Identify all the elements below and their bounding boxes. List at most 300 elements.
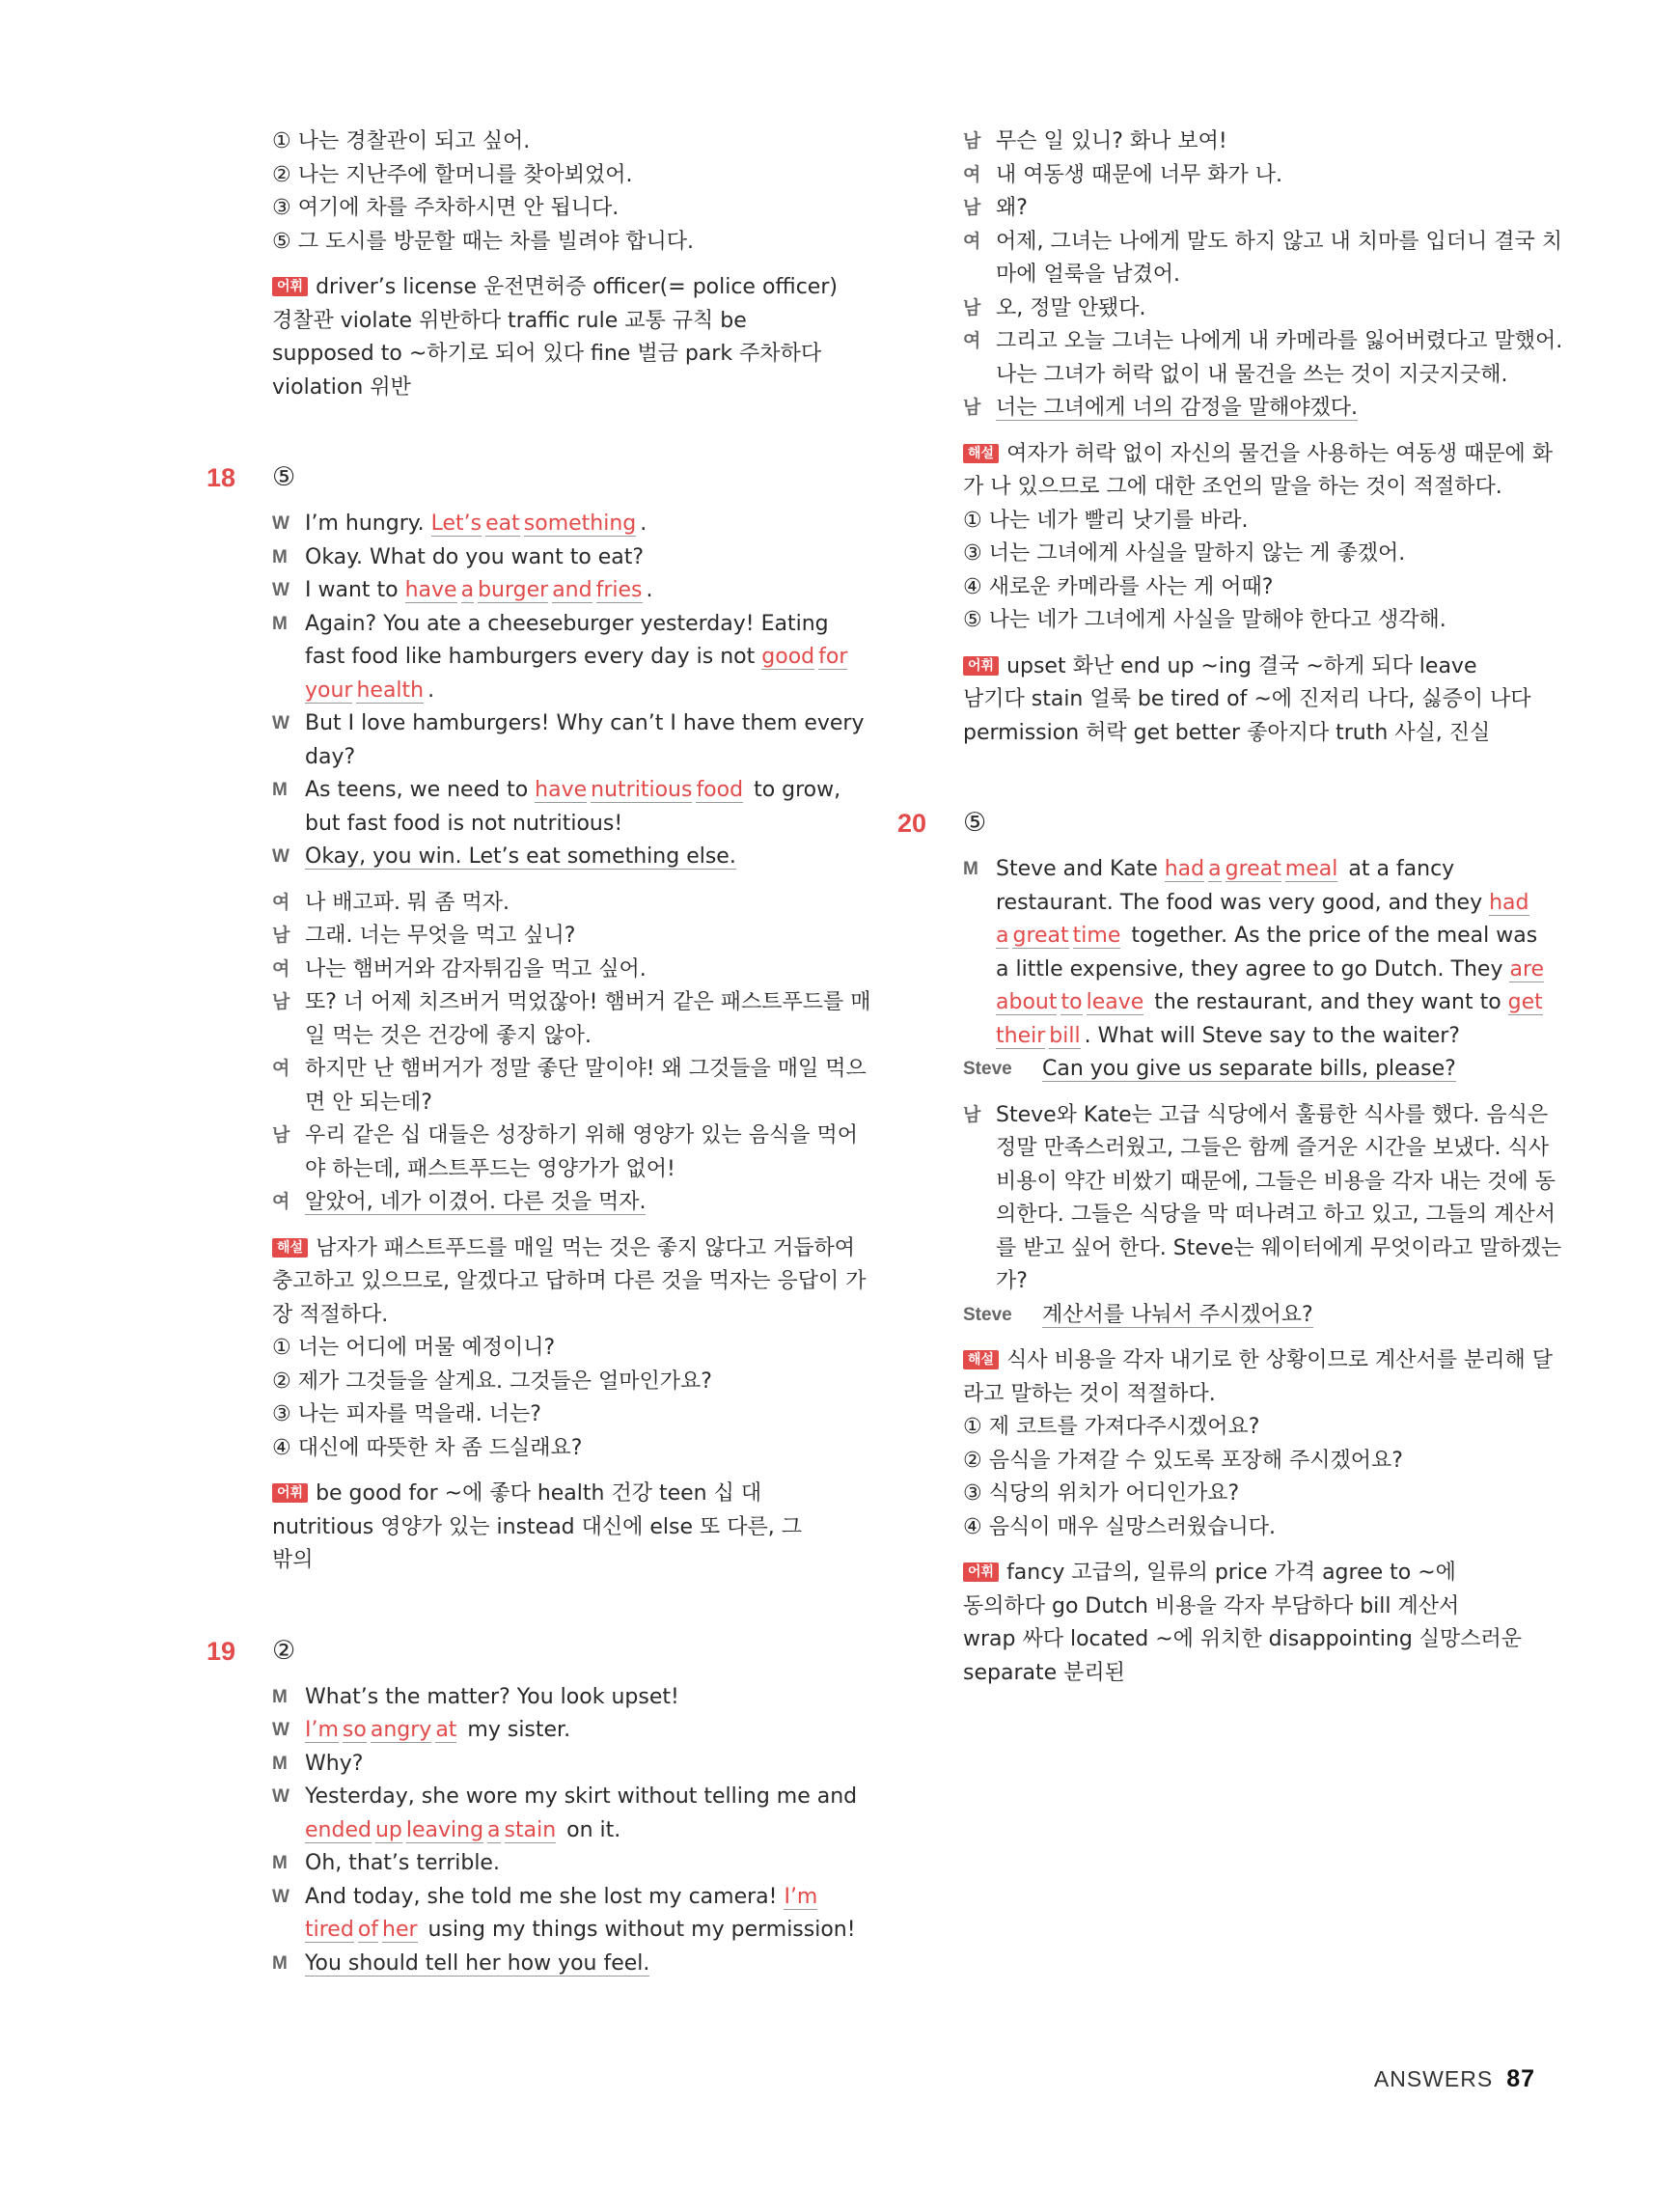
option-item: ④ 음식이 매우 실망스러웠습니다. [963, 1514, 1276, 1539]
speaker-label [272, 641, 305, 675]
label-tag: 해설 [963, 444, 999, 463]
dialogue-line [963, 887, 1542, 921]
dialogue-segment: But I love hamburgers! Why can’t I have them every [305, 711, 865, 735]
speaker-label: 남 [963, 1104, 981, 1125]
translation-text [305, 954, 851, 987]
q19-dialogue [272, 1681, 858, 1981]
speaker-label [272, 1814, 305, 1848]
dialogue-line [272, 574, 851, 608]
label-tag: 어휘 [963, 1562, 999, 1582]
dialogue-line [272, 774, 851, 808]
dialogue-segment: to grow, [747, 778, 841, 802]
dialogue-text [305, 1714, 851, 1748]
text-content: 식사 비용을 각자 내기로 한 상황이므로 계산서를 분리해 달 [1006, 1348, 1554, 1372]
translation-content: 를 받고 싶어 한다. Steve는 웨이터에게 무엇이라고 말하겠는 [996, 1235, 1562, 1260]
q18-number: 18 [207, 463, 236, 492]
answer-blank: fries [595, 578, 643, 602]
dialogue-text [305, 1881, 851, 1915]
translation-line [963, 259, 1542, 292]
option-item: ③ 여기에 차를 주차하시면 안 됩니다. [272, 196, 620, 220]
speaker-label [272, 741, 305, 775]
answer-blank: Let’s [430, 512, 482, 536]
dialogue-line [272, 707, 865, 741]
dialogue-segment: fast food like hamburgers every day is not [305, 645, 762, 669]
dialogue-line [272, 1714, 851, 1748]
speaker-label: 여 [963, 231, 981, 252]
speaker-label [963, 920, 996, 954]
dialogue-segment: I’m hungry. [305, 512, 431, 536]
text-line [272, 271, 851, 305]
speaker-label [272, 1020, 305, 1054]
answer-blank: time [1072, 924, 1121, 948]
option-item: ④ 대신에 따뜻한 차 좀 드실래요? [272, 1435, 583, 1460]
text-content: 장 적절하다. [272, 1302, 389, 1327]
text-line [963, 471, 1542, 505]
translation-text [996, 1166, 1556, 1200]
text-line [272, 1299, 851, 1333]
text-content: 여자가 허락 없이 자신의 물건을 사용하는 여동생 때문에 화 [1006, 441, 1554, 466]
translation-content: 가? [996, 1269, 1028, 1293]
q19-options [963, 505, 1542, 638]
q19-header [207, 1634, 851, 1669]
translation-line [963, 292, 1542, 326]
option-item: ② 제가 그것들을 살게요. 그것들은 얼마인가요? [272, 1369, 712, 1394]
dialogue-text [305, 1814, 851, 1848]
dialogue-line [963, 1053, 1542, 1087]
translation-line [963, 1265, 1542, 1299]
dialogue-text [1042, 1053, 1542, 1087]
speaker-label: W [272, 580, 289, 600]
answer-blank: I’m [305, 1718, 339, 1742]
q20-header [897, 806, 1542, 841]
dialogue-text [996, 920, 1542, 954]
translation-line [963, 1299, 1542, 1333]
answer-blank: for [818, 645, 848, 669]
speaker-label [963, 887, 996, 921]
dialogue-text [996, 954, 1548, 987]
speaker-label: 남 [272, 992, 290, 1012]
label-tag: 해설 [963, 1350, 999, 1369]
dialogue-text [305, 641, 851, 675]
text-content: wrap 싸다 located ~에 위치한 disappointing 실망스러운 [963, 1627, 1523, 1651]
dialogue-text [305, 1748, 851, 1782]
translation-text [996, 292, 1542, 326]
answer-blank: burger [478, 578, 549, 602]
dialogue-text [305, 574, 851, 608]
speaker-label [963, 1232, 996, 1266]
q18-vocab [272, 1478, 851, 1578]
answer-blank: a [1208, 857, 1222, 881]
dialogue-text [305, 808, 851, 842]
speaker-label: Steve [963, 1304, 1012, 1325]
translation-content: 나는 그녀가 허락 없이 내 물건을 쓰는 것이 지긋지긋해. [996, 362, 1508, 387]
translation-text [996, 226, 1562, 260]
text-content: be good for ~에 좋다 health 건강 teen 십 대 [316, 1481, 762, 1506]
speaker-label: M [272, 613, 288, 634]
translation-line [272, 920, 851, 954]
text-content: 경찰관 violate 위반하다 traffic rule 교통 규칙 be [272, 308, 747, 333]
translation-content: 무슨 일 있니? 화나 보여! [996, 129, 1227, 153]
translation-text [305, 1020, 851, 1054]
answer-blank: and [552, 578, 592, 602]
answer-blank: to [1060, 990, 1083, 1014]
answer-blank: leave [1086, 990, 1144, 1014]
speaker-label: 여 [272, 1059, 290, 1079]
answer-blank: meal [1284, 857, 1338, 881]
text-content: driver’s license 운전면허증 officer(= police officer) [316, 275, 838, 299]
answer-blank: a [487, 1817, 501, 1842]
q19-number: 19 [207, 1636, 236, 1666]
translation-line [272, 887, 851, 921]
dialogue-line [272, 1948, 851, 1981]
q20-vocab [963, 1557, 1542, 1690]
q18-dialogue [272, 508, 865, 874]
speaker-label: M [963, 859, 978, 879]
text-content: 밖의 [272, 1548, 314, 1572]
answer-blank: their [996, 1023, 1046, 1048]
speaker-label: 여 [272, 1192, 290, 1212]
speaker-label: 남 [963, 398, 981, 418]
option-item: ① 나는 네가 빨리 낫기를 바라. [963, 508, 1249, 533]
translation-line [963, 325, 1563, 359]
dialogue-text [996, 887, 1542, 921]
translation-line [272, 1020, 851, 1054]
translation-line [963, 1232, 1562, 1266]
translation-content: 왜? [996, 196, 1028, 220]
text-line [272, 372, 851, 405]
answer-blank: a [996, 924, 1009, 948]
translation-content: 나는 햄버거와 감자튀김을 먹고 싶어. [305, 956, 647, 982]
answer-blank: nutritious [591, 778, 693, 802]
dialogue-line [272, 1847, 851, 1881]
dialogue-text [996, 853, 1542, 887]
dialogue-text [305, 675, 851, 708]
answer-blank: had [1489, 890, 1529, 915]
translation-content: 오, 정말 안됐다. [996, 295, 1146, 320]
answer-blank: ended [305, 1817, 372, 1842]
q19-translation [963, 125, 1563, 426]
answer-blank: had [1164, 857, 1205, 881]
dialogue-text [305, 508, 851, 541]
text-line [272, 1265, 867, 1299]
option-item: ④ 새로운 카메라를 사는 게 어때? [963, 574, 1274, 599]
text-content: 라고 말하는 것이 적절하다. [963, 1381, 1216, 1406]
translation-text [996, 1132, 1549, 1166]
answer-blank: something [523, 512, 637, 536]
label-tag: 어휘 [272, 277, 308, 296]
dialogue-line [963, 920, 1542, 954]
translation-content: 내 여동생 때문에 너무 화가 나. [996, 162, 1282, 187]
dialogue-segment: day? [305, 744, 356, 769]
translation-text [996, 159, 1542, 193]
dialogue-segment: Steve and Kate [996, 857, 1165, 881]
speaker-label: 여 [272, 892, 290, 913]
page-number: 87 [1506, 2065, 1535, 2092]
option-item: ① 나는 경찰관이 되고 싶어. [272, 129, 531, 153]
text-line [963, 1590, 1542, 1624]
speaker-label [963, 1265, 996, 1299]
option-item: ⑤ 나는 네가 그녀에게 사실을 말해야 한다고 생각해. [963, 608, 1446, 632]
answer-sentence: You should tell her how you feel. [305, 1950, 650, 1976]
speaker-label: 남 [963, 131, 981, 152]
q20-translation [963, 1099, 1562, 1333]
speaker-label: W [272, 1786, 289, 1807]
dialogue-segment: on it. [560, 1817, 621, 1842]
translation-line [272, 986, 871, 1020]
translation-text [996, 1265, 1542, 1299]
dialogue-segment: at a fancy [1341, 857, 1455, 881]
translation-text [305, 1186, 851, 1220]
translation-text [305, 887, 851, 921]
answer-blank: leaving [405, 1817, 484, 1842]
text-content: separate 분리된 [963, 1660, 1125, 1685]
answer-blank: bill [1049, 1023, 1081, 1048]
dialogue-line [272, 675, 851, 708]
text-line [963, 1657, 1542, 1691]
translation-content: Steve와 Kate는 고급 식당에서 훌륭한 식사를 했다. 음식은 [996, 1102, 1549, 1127]
translation-content: 일 먹는 것은 건강에 좋지 않아. [305, 1023, 592, 1048]
q18-translation [272, 887, 871, 1220]
speaker-label: W [272, 846, 289, 867]
dialogue-segment: I want to [305, 578, 405, 602]
translation-text [996, 359, 1542, 393]
dialogue-line [272, 1814, 851, 1848]
translation-line [272, 1153, 851, 1187]
translation-content: 나 배고파. 뭐 좀 먹자. [305, 890, 510, 915]
q20-explanation [963, 1344, 1554, 1411]
translation-text [996, 192, 1542, 226]
speaker-label [963, 1020, 996, 1054]
page-footer [1374, 2065, 1535, 2093]
text-line [963, 1344, 1554, 1378]
option-item: ③ 식당의 위치가 어디인가요? [963, 1481, 1240, 1506]
dialogue-text [305, 1681, 851, 1715]
dialogue-segment: but fast food is not nutritious! [305, 811, 623, 836]
q17-vocab [272, 271, 851, 404]
dialogue-line [272, 608, 851, 642]
speaker-label [963, 1166, 996, 1200]
speaker-label: M [272, 780, 288, 800]
speaker-label: 여 [272, 958, 290, 980]
answer-blank: great [1225, 857, 1281, 881]
dialogue-segment: using my things without my permission! [421, 1918, 856, 1942]
answer-blank: great [1012, 924, 1069, 948]
translation-content: 그래. 너는 무엇을 먹고 싶니? [305, 924, 576, 948]
speaker-label: W [272, 513, 289, 534]
option-item: ① 제 코트를 가져다주시겠어요? [963, 1415, 1260, 1439]
dialogue-line [272, 741, 851, 775]
text-content: fancy 고급의, 일류의 price 가격 agree to ~에 [1006, 1561, 1456, 1585]
dialogue-line [963, 1020, 1542, 1054]
translation-content: 마에 얼룩을 남겼어. [996, 263, 1180, 287]
dialogue-text [305, 774, 851, 808]
speaker-label: W [272, 1720, 289, 1740]
dialogue-segment: a little expensive, they agree to go Dutch. They [996, 956, 1510, 982]
dialogue-text [305, 608, 851, 642]
answer-blank: stain [504, 1817, 557, 1842]
speaker-label [272, 1087, 305, 1120]
label-tag: 어휘 [272, 1483, 308, 1503]
dialogue-text [996, 986, 1547, 1020]
translation-text [305, 920, 851, 954]
dialogue-segment: . What will Steve say to the waiter? [1084, 1023, 1460, 1048]
label-tag: 어휘 [963, 656, 999, 676]
dialogue-line [963, 954, 1545, 987]
speaker-label: M [272, 1952, 288, 1974]
translation-text [305, 1087, 851, 1120]
translation-text [305, 1153, 851, 1187]
translation-line [963, 359, 1542, 393]
answer-blank: good [761, 645, 815, 669]
q20-dialogue [963, 853, 1545, 1087]
translation-content: 우리 같은 십 대들은 성장하기 위해 영양가 있는 음식을 먹어 [305, 1123, 858, 1147]
speaker-label: M [272, 1686, 288, 1707]
dialogue-line [272, 808, 851, 842]
dialogue-line [963, 853, 1542, 887]
speaker-label [963, 986, 996, 1020]
translation-content: 너는 그녀에게 너의 감정을 말해야겠다. [996, 396, 1358, 420]
translation-text [996, 125, 1542, 159]
dialogue-segment: Yesterday, she wore my skirt without telling me and [305, 1784, 858, 1809]
q19-vocab [963, 650, 1542, 751]
label-tag: 해설 [272, 1238, 308, 1258]
q18-header [207, 460, 851, 495]
dialogue-line [272, 841, 851, 874]
dialogue-segment: . [640, 512, 647, 536]
answer-blank: have [535, 778, 588, 802]
translation-line [272, 1186, 851, 1220]
speaker-label: 여 [963, 164, 981, 185]
translation-line [963, 1099, 1549, 1133]
text-content: supposed to ~하기로 되어 있다 fine 벌금 park 주차하다 [272, 342, 822, 366]
text-line [963, 1557, 1542, 1590]
answer-blank: a [460, 578, 475, 602]
footer-label: ANSWERS [1373, 2066, 1494, 2091]
speaker-label [272, 675, 305, 708]
translation-text [996, 325, 1562, 359]
translation-line [963, 1132, 1549, 1166]
translation-content: 계산서를 나눠서 주시겠어요? [1042, 1302, 1313, 1327]
dialogue-segment: What’s the matter? You look upset! [305, 1684, 679, 1709]
dialogue-segment: . [646, 578, 653, 602]
dialogue-segment: restaurant. The food was very good, and they [996, 890, 1490, 915]
translation-text [305, 1120, 858, 1153]
answer-blank: angry [370, 1718, 432, 1742]
translation-text [1042, 1299, 1542, 1333]
dialogue-line [963, 986, 1542, 1020]
speaker-label: 남 [272, 1125, 290, 1146]
q18-options [272, 1332, 851, 1465]
dialogue-text [305, 1914, 856, 1948]
text-line [272, 1478, 851, 1511]
speaker-label: W [272, 713, 289, 733]
q18-explanation [272, 1232, 867, 1333]
dialogue-line [272, 1781, 858, 1814]
dialogue-text [305, 1781, 857, 1814]
answer-blank: have [404, 578, 457, 602]
text-content: nutritious 영양가 있는 instead 대신에 else 또 다른, 그 [272, 1514, 803, 1539]
option-item: ② 나는 지난주에 할머니를 찾아뵈었어. [272, 162, 633, 187]
text-line [963, 683, 1542, 717]
answer-blank: health [356, 677, 425, 703]
answer-blank: I’m [784, 1884, 818, 1909]
answer-blank: food [696, 778, 744, 802]
dialogue-segment: the restaurant, and they want to [1147, 990, 1508, 1014]
option-item: ③ 너는 그녀에게 사실을 말하지 않는 게 좋겠어. [963, 541, 1406, 566]
translation-line [963, 226, 1562, 260]
option-item: ① 너는 어디에 머물 예정이니? [272, 1336, 556, 1360]
text-line [963, 438, 1554, 472]
text-content: 남자가 패스트푸드를 매일 먹는 것은 좋지 않다고 거듭하여 [316, 1235, 856, 1260]
answer-blank: her [382, 1918, 418, 1942]
text-line [272, 305, 851, 339]
speaker-label [272, 1914, 305, 1948]
q20-options [963, 1411, 1542, 1544]
dialogue-text [996, 1020, 1542, 1054]
speaker-label [963, 1132, 996, 1166]
speaker-label [272, 1153, 305, 1187]
text-line [963, 717, 1542, 751]
dialogue-text [305, 841, 851, 874]
option-item: ⑤ 그 도시를 방문할 때는 차를 빌려야 합니다. [272, 229, 694, 254]
dialogue-segment: together. As the price of the meal was [1124, 924, 1538, 948]
translation-content: 야 하는데, 패스트푸드는 영양가가 없어! [305, 1156, 675, 1181]
dialogue-segment: Okay. What do you want to eat? [305, 544, 645, 569]
answer-blank: of [357, 1918, 379, 1942]
speaker-label: Steve [963, 1059, 1012, 1079]
answer-blank: at [435, 1718, 457, 1742]
text-content: permission 허락 get better 좋아지다 truth 사실, 진실 [963, 720, 1491, 745]
dialogue-text [305, 1847, 851, 1881]
speaker-label [963, 1199, 996, 1232]
speaker-label: 여 [963, 331, 981, 351]
dialogue-line [272, 1748, 851, 1782]
translation-line [963, 159, 1542, 193]
translation-content: 또? 너 어제 치즈버거 먹었잖아! 햄버거 같은 패스트푸드를 매 [305, 990, 871, 1014]
dialogue-segment: Oh, that’s terrible. [305, 1851, 500, 1875]
q18-answer: ⑤ [272, 462, 296, 492]
translation-content: 하지만 난 햄버거가 정말 좋단 말이야! 왜 그것들을 매일 먹으 [305, 1057, 867, 1081]
text-content: violation 위반 [272, 374, 411, 400]
dialogue-segment: As teens, we need to [305, 778, 536, 802]
translation-line [963, 1166, 1556, 1200]
translation-text [996, 259, 1542, 292]
translation-line [963, 392, 1542, 426]
left-column [207, 125, 871, 1980]
text-content: upset 화난 end up ~ing 결국 ~하게 되다 leave [1006, 653, 1477, 678]
text-line [963, 1623, 1542, 1657]
dialogue-segment: Why? [305, 1751, 364, 1776]
dialogue-segment: And today, she told me she lost my camera! [305, 1884, 785, 1909]
text-line [963, 650, 1542, 684]
translation-line [272, 954, 851, 987]
right-column [897, 125, 1563, 1690]
translation-line [272, 1087, 851, 1120]
translation-text [996, 392, 1542, 426]
text-line [272, 1232, 856, 1266]
translation-content: 알았어, 네가 이겼어. 다른 것을 먹자. [305, 1190, 647, 1214]
q20-answer: ⑤ [963, 808, 987, 838]
q20-number: 20 [897, 809, 927, 838]
dialogue-text [305, 1948, 851, 1981]
q19-answer: ② [272, 1635, 296, 1666]
text-line [272, 338, 851, 372]
speaker-label: M [272, 546, 288, 567]
text-line [272, 1544, 851, 1578]
text-line [963, 1378, 1542, 1412]
answer-sentence: Okay, you win. Let’s eat something else. [305, 844, 736, 869]
q17-options [272, 125, 851, 259]
